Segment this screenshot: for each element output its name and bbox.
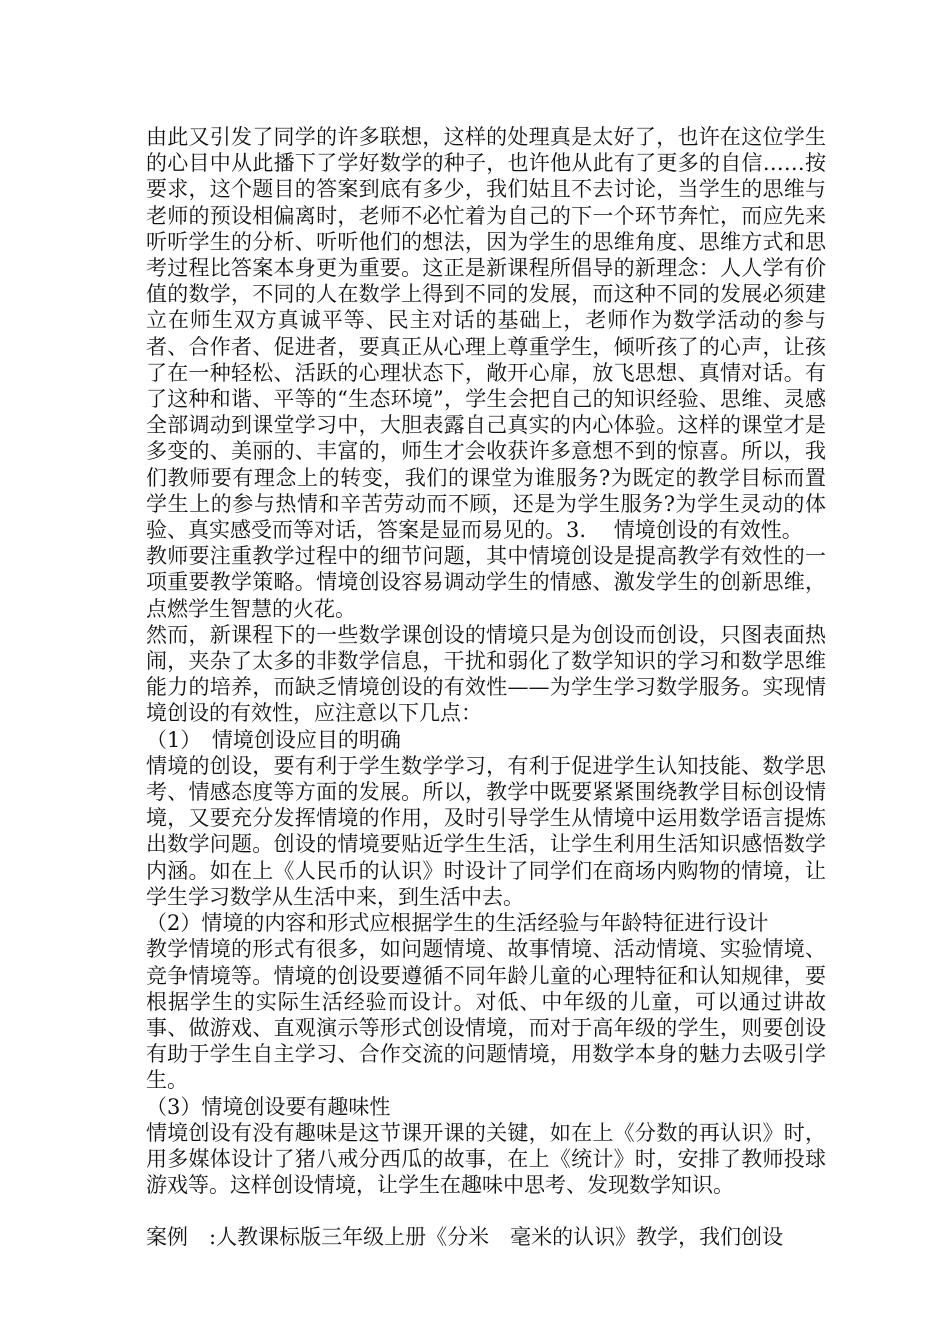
section-heading-2: （2）情境的内容和形式应根据学生的生活经验与年龄特征进行设计 (146, 911, 769, 936)
case-line: 案例 :人教课标版三年级上册《分米 毫米的认识》教学，我们创设 (146, 1225, 784, 1250)
paragraph-1: 由此又引发了同学的许多联想，这样的处理真是太好了，也许在这位学生的心目中从此播下了学好数学的种子，也许他从此有了更多的自信……按要求，这个题目的答案到底有多少，我们姑且不去讨论，当学生的思维与老师的预设相偏离时，老师不必忙着为自己的下一个环节奔忙，而应先来听听学生的分析、听听他们的想法，因为学生的思维角度、思维方式和思考过程比答案本身更为重要。这正是新课程所倡导的新理念：人人学有价值的数学，不同的人在数学上得到不同的发展，而这种不同的发展必须建立在师生双方真诚平等、民主对话的基础上，老师作为数学活动的参与者、合作者、促进者，要真正从心理上尊重学生，倾听孩了的心声，让孩了在一种轻松、活跃的心理状态下，敞开心扉，放飞思想、真情对话。有了这种和谐、平等的“生态环境”，学生会把自己的知识经验、思维、灵感全部调动到课堂学习中，大胆表露自己真实的内心体验。这样的课堂才是多变的、美丽的、丰富的，师生才会收获许多意想不到的惊喜。所以，我们教师要有理念上的转变，我们的课堂为谁服务?为既定的教学目标而置学生上的参与热情和辛苦劳动而不顾，还是为学生服务?为学生灵动的体验、真实感受而等对话，答案是显而易见的。3. 情境创设的有效性。 (146, 125, 826, 543)
section-3-text: 情境创设有没有趣味是这节课开课的关键，如在上《分数的再认识》时，用多媒体设计了猪八戒分西瓜的故事，在上《统计》时，安排了教师投球游戏等。这样创设情境，让学生在趣味中思考、发现数学知识。 (146, 1120, 826, 1198)
document-body (146, 124, 826, 1251)
section-heading-1: （1） 情境创设应目的明确 (146, 727, 401, 752)
blank-line (146, 1198, 826, 1224)
section-1-text: 情境的创设，要有利于学生数学学习，有利于促进学生认知技能、数学思考、情感态度等方面的发展。所以，教学中既要紧紧围绕教学目标创设情境，又要充分发挥情境的作用，及时引导学生从情境中运用数学语言提炼出数学问题。创设的情境要贴近学生生活，让学生利用生活知识感悟数学内涵。如在上《人民币的认识》时设计了同学们在商场内购物的情境，让学生学习数学从生活中来，到生活中去。 (146, 753, 826, 909)
section-heading-3: （3）情境创设要有趣味性 (146, 1094, 391, 1119)
paragraph-3: 然而，新课程下的一些数学课创设的情境只是为创设而创设，只图表面热闹，夹杂了太多的非数学信息，干扰和弱化了数学知识的学习和数学思维能力的培养，而缺乏情境创设的有效性——为学生学习数学服务。实现情境创设的有效性，应注意以下几点： (146, 622, 826, 726)
section-2-text: 教学情境的形式有很多，如问题情境、故事情境、活动情境、实验情境、竞争情境等。情境的创设要遵循不同年龄儿童的心理特征和认知规律，要根据学生的实际生活经验而设计。对低、中年级的儿童，可以通过讲故事、做游戏、直观演示等形式创设情境，而对于高年级的学生，则要创设有助于学生自主学习、合作交流的问题情境，用数学本身的魅力去吸引学生。 (146, 937, 826, 1093)
paragraph-2: 教师要注重教学过程中的细节问题，其中情境创设是提高教学有效性的一项重要教学策略。情境创设容易调动学生的情感、激发学生的创新思维，点燃学生智慧的火花。 (146, 544, 826, 621)
